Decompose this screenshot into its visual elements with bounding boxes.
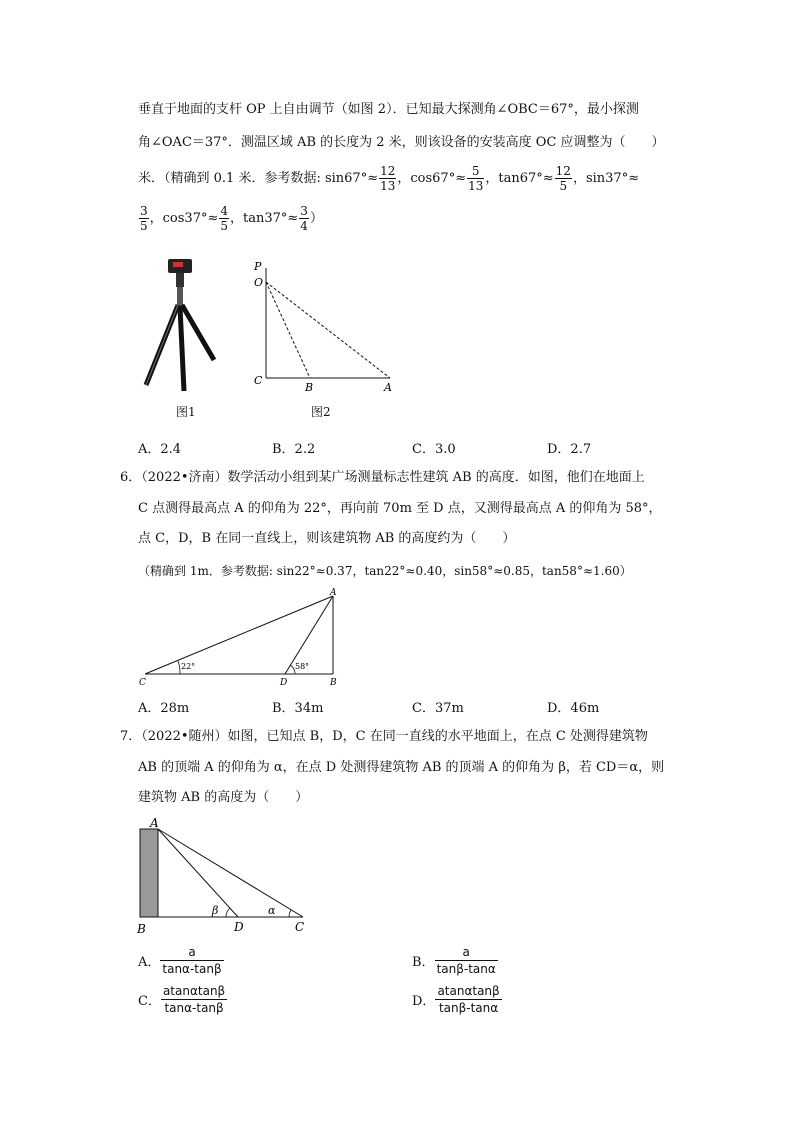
line-ac bbox=[158, 829, 303, 917]
fraction-numerator: 3 bbox=[140, 204, 148, 218]
label-b: B bbox=[305, 381, 314, 393]
q5-line-1: 垂直于地面的支杆 OP 上自由调节（如图 2）．已知最大探测角∠OBC＝67°，最小探测 bbox=[138, 102, 639, 117]
tripod-head bbox=[176, 273, 184, 287]
label-b: B bbox=[137, 922, 146, 935]
q6-option-b[interactable]: B．34m bbox=[272, 701, 324, 716]
tripod-photo bbox=[140, 255, 220, 397]
fraction-denominator: 13 bbox=[380, 179, 396, 193]
q5-line-4 bbox=[138, 204, 323, 233]
option-fraction bbox=[435, 944, 498, 977]
fraction-denominator: tanα-tanβ bbox=[164, 1001, 224, 1015]
cos37-label: ，cos37°≈ bbox=[149, 211, 219, 226]
fraction-12-5 bbox=[555, 164, 572, 193]
label-a: A bbox=[150, 816, 159, 830]
fraction-numerator: atanαtanβ bbox=[162, 984, 226, 998]
line-ob bbox=[266, 282, 310, 378]
fraction-numerator: a bbox=[160, 944, 223, 961]
q7-option-b[interactable] bbox=[412, 944, 498, 977]
close-paren: ） bbox=[309, 211, 323, 226]
fraction-4-5 bbox=[219, 204, 229, 233]
fraction-denominator: 5 bbox=[559, 179, 568, 193]
q6-option-d[interactable]: D．46m bbox=[547, 701, 600, 716]
q7-line-3: 建筑物 AB 的高度为（ ） bbox=[138, 790, 309, 805]
fraction-3-5 bbox=[139, 204, 149, 233]
fraction-5-13 bbox=[467, 164, 484, 193]
fraction-numerator: 12 bbox=[380, 164, 396, 178]
q5-line-2: 角∠OAC＝37°．测温区域 AB 的长度为 2 米，则该设备的安装高度 OC 应调整为（ ） bbox=[138, 135, 665, 150]
camera-display bbox=[173, 262, 183, 267]
q7-figure bbox=[135, 815, 315, 935]
label-c: C bbox=[139, 678, 146, 688]
fig1-caption: 图1 bbox=[176, 405, 196, 419]
q6-option-c[interactable]: C．37m bbox=[412, 701, 464, 716]
q7-option-d[interactable] bbox=[412, 983, 502, 1016]
label-alpha: α bbox=[268, 904, 276, 917]
label-p: P bbox=[254, 260, 262, 273]
fraction-numerator: 5 bbox=[467, 164, 484, 179]
fig2-caption: 图2 bbox=[311, 405, 331, 419]
q6-line-1: 6．（2022•济南）数学活动小组到某广场测量标志性建筑 AB 的高度．如图，他们在地面上 bbox=[120, 470, 645, 485]
fraction-3-4 bbox=[299, 204, 309, 233]
tan67-label: ，tan67°≈ bbox=[485, 171, 554, 186]
tripod-leg-right bbox=[182, 305, 214, 360]
label-a: A bbox=[330, 588, 337, 598]
fraction-numerator: a bbox=[435, 944, 498, 961]
cos67-label: ，cos67°≈ bbox=[397, 171, 467, 186]
q5-option-a[interactable]: A．2.4 bbox=[138, 442, 182, 457]
fraction-denominator: 5 bbox=[140, 219, 148, 233]
fraction-denominator: tanβ-tanα bbox=[436, 962, 496, 976]
leg-highlight bbox=[146, 305, 178, 385]
q5-line-3 bbox=[138, 164, 639, 193]
option-fraction bbox=[160, 944, 223, 977]
line-oa bbox=[266, 282, 390, 378]
option-label: C． bbox=[138, 994, 161, 1009]
angle-arc-22 bbox=[178, 661, 180, 674]
label-c: C bbox=[254, 374, 263, 387]
fraction-denominator: tanα-tanβ bbox=[162, 962, 222, 976]
q6-line-3: 点 C，D，B 在同一直线上，则该建筑物 AB 的高度约为（ ） bbox=[138, 531, 516, 546]
label-beta: β bbox=[212, 904, 219, 917]
angle-label-58: 58° bbox=[295, 662, 310, 671]
fraction-denominator: tanβ-tanα bbox=[438, 1001, 499, 1015]
q5-option-c[interactable]: C．3.0 bbox=[412, 442, 456, 457]
option-fraction bbox=[161, 983, 227, 1016]
label-d: D bbox=[280, 678, 288, 688]
label-c: C bbox=[295, 920, 305, 934]
fraction-numerator: 12 bbox=[555, 164, 571, 178]
sin37-label: ，sin37°≈ bbox=[572, 171, 640, 186]
q6-line-2: C 点测得最高点 A 的仰角为 22°，再向前 70m 至 D 点，又测得最高点 A 的仰角为 58°， bbox=[138, 501, 662, 516]
tripod-leg-center bbox=[180, 307, 184, 391]
q7-line-1: 7．（2022•随州）如图，已知点 B，D，C 在同一直线的水平地面上，在点 C 处测得建筑物 bbox=[120, 729, 648, 744]
label-b: B bbox=[330, 678, 337, 688]
angle-arc-alpha bbox=[289, 910, 291, 917]
option-label: B． bbox=[412, 955, 435, 970]
q6-line-4: （精确到 1m．参考数据: sin22°≈0.37，tan22°≈0.40，sin58°≈0.85，tan58°≈1.60） bbox=[138, 564, 632, 578]
q6-option-a[interactable]: A．28m bbox=[138, 701, 190, 716]
angle-label-22: 22° bbox=[181, 662, 196, 671]
option-label: D． bbox=[412, 994, 436, 1009]
fraction-numerator: 4 bbox=[220, 204, 228, 218]
option-fraction bbox=[435, 983, 501, 1016]
label-a: A bbox=[384, 381, 392, 393]
label-d: D bbox=[234, 920, 244, 934]
angle-arc-beta bbox=[226, 908, 230, 917]
q6-figure bbox=[135, 588, 345, 688]
tan37-label: ，tan37°≈ bbox=[230, 211, 299, 226]
line-ad bbox=[158, 829, 238, 917]
q5-option-b[interactable]: B．2.2 bbox=[272, 442, 316, 457]
q7-option-a[interactable] bbox=[138, 944, 224, 977]
fraction-12-13 bbox=[379, 164, 396, 193]
fraction-denominator: 13 bbox=[468, 179, 484, 193]
label-o: O bbox=[254, 276, 264, 289]
q5-line-3-prefix: 米．（精确到 0.1 米．参考数据: sin67°≈ bbox=[138, 171, 379, 186]
building-ab bbox=[140, 829, 158, 917]
fraction-denominator: 5 bbox=[220, 219, 228, 233]
fraction-numerator: atanαtanβ bbox=[437, 984, 500, 998]
q7-option-c[interactable] bbox=[138, 983, 227, 1016]
option-label: A． bbox=[138, 955, 161, 970]
q7-line-2: AB 的顶端 A 的仰角为 α，在点 D 处测得建筑物 AB 的顶端 A 的仰角为 β，若 CD＝α，则 bbox=[138, 760, 665, 775]
figure-2-diagram bbox=[250, 258, 400, 393]
fraction-numerator: 3 bbox=[300, 204, 308, 218]
fraction-denominator: 4 bbox=[300, 219, 308, 233]
q5-option-d[interactable]: D．2.7 bbox=[547, 442, 592, 457]
